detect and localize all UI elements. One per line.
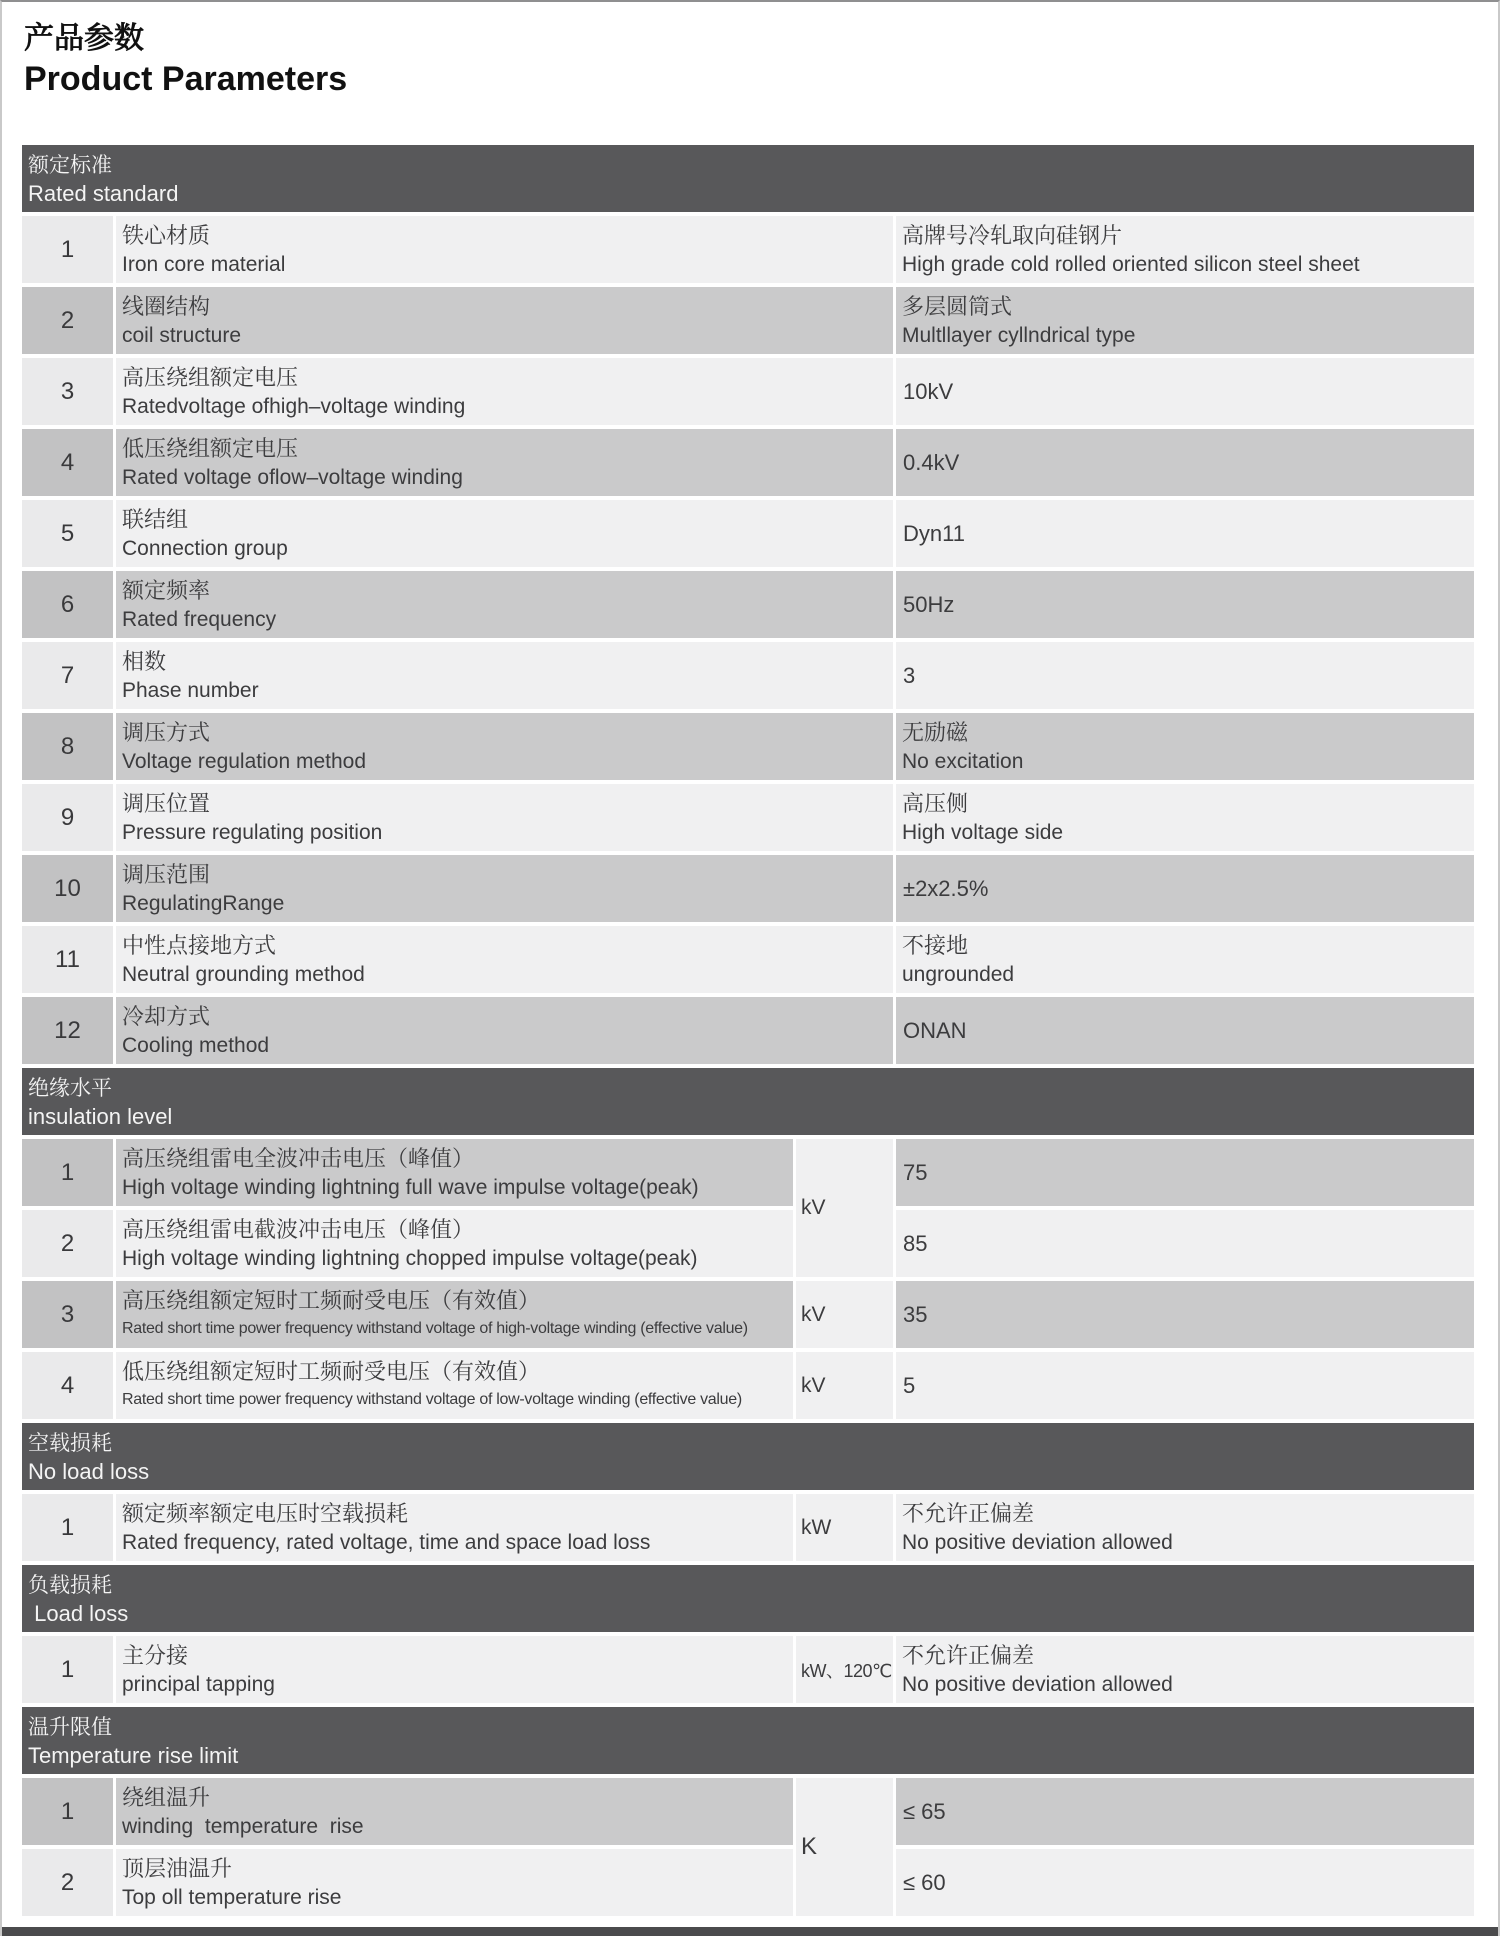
unit-cell-kv: kV: [796, 1352, 893, 1419]
section-header-insulation-level: [22, 1068, 1474, 1135]
row-label-en: Iron core material: [122, 253, 286, 276]
row-label-cn: 绕组温升: [122, 1785, 211, 1810]
row-value: 10kV: [896, 358, 1474, 425]
row-value: ±2x2.5%: [896, 855, 1474, 922]
row-label-cn: 高压绕组雷电截波冲击电压（峰值）: [122, 1217, 475, 1242]
row-number: 1: [22, 216, 113, 283]
table-row: [22, 997, 1474, 1064]
row-label: [116, 358, 893, 425]
row-label: [116, 1352, 793, 1419]
row-label-cn: 冷却方式: [122, 1004, 211, 1029]
row-value: 5: [896, 1352, 1474, 1419]
row-value-en: No positive deviation allowed: [902, 1673, 1173, 1696]
section-header-temperature-rise-limit: [22, 1707, 1474, 1774]
row-label-cn: 低压绕组额定电压: [122, 436, 299, 461]
row-value: Dyn11: [896, 500, 1474, 567]
table-row: [22, 571, 1474, 638]
row-label-cn: 高压绕组雷电全波冲击电压（峰值）: [122, 1146, 475, 1171]
row-label-cn: 额定频率额定电压时空载损耗: [122, 1501, 409, 1526]
row-label: [116, 926, 893, 993]
row-label: [116, 500, 893, 567]
row-label-en: Rated frequency, rated voltage, time and space load loss: [122, 1531, 651, 1554]
row-label-en: Connection group: [122, 537, 288, 560]
row-number: 3: [22, 358, 113, 425]
row-label-en: Ratedvoltage ofhigh–voltage winding: [122, 395, 466, 418]
row-label-cn: 高压绕组额定电压: [122, 365, 299, 390]
table-row: [22, 500, 1474, 567]
row-value: ≤ 60: [896, 1849, 1474, 1916]
row-label: [116, 1210, 793, 1277]
row-label-cn: 调压位置: [122, 791, 211, 816]
row-label: [116, 855, 893, 922]
table-row: [22, 1494, 1474, 1561]
row-value-cn: 高压侧: [902, 791, 969, 816]
section-title-cn: 负载损耗: [28, 1574, 112, 1597]
row-value-cn: 不允许正偏差: [902, 1643, 1035, 1668]
row-label: [116, 1281, 793, 1348]
row-number: 5: [22, 500, 113, 567]
row-label-en: principal tapping: [122, 1673, 275, 1696]
row-value: 0.4kV: [896, 429, 1474, 496]
row-value-cn: 高牌号冷轧取向硅钢片: [902, 223, 1123, 248]
section-header-rated-standard: [22, 145, 1474, 212]
row-label-cn: 中性点接地方式: [122, 933, 277, 958]
row-label-cn: 低压绕组额定短时工频耐受电压（有效值）: [122, 1359, 541, 1384]
page-title-en: Product Parameters: [24, 60, 348, 98]
row-number: 7: [22, 642, 113, 709]
table-row: [22, 642, 1474, 709]
section-title-en: insulation level: [28, 1104, 173, 1129]
row-label: [116, 1636, 793, 1703]
row-number: 11: [22, 926, 113, 993]
row-value-cn: 不接地: [902, 933, 969, 958]
row-label-cn: 主分接: [122, 1643, 189, 1668]
row-number: 1: [22, 1139, 113, 1206]
row-label-cn: 调压方式: [122, 720, 211, 745]
row-value: [896, 287, 1474, 354]
row-label-en: coil structure: [122, 324, 242, 347]
row-number: 8: [22, 713, 113, 780]
row-label-en: Pressure regulating position: [122, 821, 383, 844]
row-number: 3: [22, 1281, 113, 1348]
bottom-bar: [2, 1927, 1498, 1936]
row-label-cn: 联结组: [122, 507, 189, 532]
row-label: [116, 997, 893, 1064]
row-label-en: Cooling method: [122, 1034, 270, 1057]
row-label-cn: 铁心材质: [122, 223, 211, 248]
row-label: [116, 1139, 793, 1206]
table-row: [22, 429, 1474, 496]
row-label-en: Rated short time power frequency withstand voltage of high-voltage winding (effective value): [122, 1320, 748, 1337]
row-label-en: Voltage regulation method: [122, 750, 367, 773]
row-value-en: High voltage side: [902, 821, 1064, 844]
row-value: [896, 784, 1474, 851]
row-value-en: High grade cold rolled oriented silicon steel sheet: [902, 253, 1360, 276]
row-value: 50Hz: [896, 571, 1474, 638]
row-number: 6: [22, 571, 113, 638]
row-label: [116, 713, 893, 780]
section-title-cn: 额定标准: [28, 154, 112, 177]
table-row: [22, 926, 1474, 993]
row-label: [116, 1849, 793, 1916]
row-label-en: Rated voltage oflow–voltage winding: [122, 466, 463, 489]
row-label-en: Neutral grounding method: [122, 963, 365, 986]
row-number: 1: [22, 1636, 113, 1703]
table-row: [22, 713, 1474, 780]
row-label-en: Phase number: [122, 679, 259, 702]
row-label-en: High voltage winding lightning full wave impulse voltage(peak): [122, 1176, 699, 1199]
table-row-pair: [22, 1139, 1474, 1277]
row-number: 4: [22, 429, 113, 496]
row-value-cn: 多层圆筒式: [902, 294, 1013, 319]
row-value-en: No positive deviation allowed: [902, 1531, 1173, 1554]
row-label: [116, 429, 893, 496]
row-value: [896, 1494, 1474, 1561]
row-value: 85: [896, 1210, 1474, 1277]
section-title-en: Rated standard: [28, 181, 179, 206]
section-title-cn: 温升限值: [28, 1716, 112, 1739]
table-row: [22, 287, 1474, 354]
section-header-load-loss: [22, 1565, 1474, 1632]
row-label-en: Top oll temperature rise: [122, 1886, 342, 1909]
row-label: [116, 1778, 793, 1845]
row-label-cn: 线圈结构: [122, 294, 211, 319]
row-label: [116, 571, 893, 638]
row-value: 3: [896, 642, 1474, 709]
row-label-cn: 调压范围: [122, 862, 211, 887]
table-row: [22, 1352, 1474, 1419]
row-number: 2: [22, 287, 113, 354]
row-label: [116, 1494, 793, 1561]
table-row: [22, 784, 1474, 851]
row-number: 12: [22, 997, 113, 1064]
section-title-cn: 绝缘水平: [28, 1077, 112, 1100]
row-label: [116, 216, 893, 283]
row-value: [896, 1636, 1474, 1703]
row-label-en: High voltage winding lightning chopped impulse voltage(peak): [122, 1247, 698, 1270]
table-row: [22, 216, 1474, 283]
row-label-cn: 额定频率: [122, 578, 211, 603]
row-value: 75: [896, 1139, 1474, 1206]
unit-cell-kw-120c: kW、120℃: [796, 1636, 893, 1703]
unit-cell-k: K: [796, 1778, 893, 1916]
row-number: 1: [22, 1778, 113, 1845]
unit-cell-kv: kV: [796, 1139, 893, 1277]
row-label-en: Rated frequency: [122, 608, 277, 631]
row-value: 35: [896, 1281, 1474, 1348]
table-row: [22, 358, 1474, 425]
page-title-cn: 产品参数: [24, 22, 144, 55]
row-label-en: Rated short time power frequency withstand voltage of low-voltage winding (effective value): [122, 1391, 742, 1408]
unit-cell-kv: kV: [796, 1281, 893, 1348]
row-value: ≤ 65: [896, 1778, 1474, 1845]
table-row: [22, 1281, 1474, 1348]
table-row: [22, 855, 1474, 922]
row-number: 10: [22, 855, 113, 922]
row-value-en: No excitation: [902, 750, 1024, 773]
table-row: [22, 1636, 1474, 1703]
row-number: 2: [22, 1849, 113, 1916]
row-value: [896, 713, 1474, 780]
row-value: [896, 926, 1474, 993]
row-value: [896, 216, 1474, 283]
row-value: ONAN: [896, 997, 1474, 1064]
section-title-en: Load loss: [28, 1601, 129, 1626]
row-value-cn: 不允许正偏差: [902, 1501, 1035, 1526]
section-title-cn: 空载损耗: [28, 1432, 112, 1455]
row-label: [116, 287, 893, 354]
row-number: 1: [22, 1494, 113, 1561]
row-label-en: RegulatingRange: [122, 892, 285, 915]
row-number: 9: [22, 784, 113, 851]
section-title-en: Temperature rise limit: [28, 1743, 239, 1768]
page-title: [24, 20, 347, 100]
row-number: 2: [22, 1210, 113, 1277]
row-value-cn: 无励磁: [902, 720, 969, 745]
unit-cell-kw: kW: [796, 1494, 893, 1561]
row-label: [116, 784, 893, 851]
table-row-pair: [22, 1778, 1474, 1916]
row-value-en: ungrounded: [902, 963, 1015, 986]
row-label-cn: 顶层油温升: [122, 1856, 233, 1881]
row-label: [116, 642, 893, 709]
row-value-en: Multllayer cyllndrical type: [902, 324, 1136, 347]
section-header-no-load-loss: [22, 1423, 1474, 1490]
parameters-table: [22, 145, 1474, 1916]
section-title-en: No load loss: [28, 1459, 150, 1484]
row-label-cn: 高压绕组额定短时工频耐受电压（有效值）: [122, 1288, 541, 1313]
row-label-en: winding temperature rise: [122, 1815, 364, 1838]
row-label-cn: 相数: [122, 649, 167, 674]
row-number: 4: [22, 1352, 113, 1419]
